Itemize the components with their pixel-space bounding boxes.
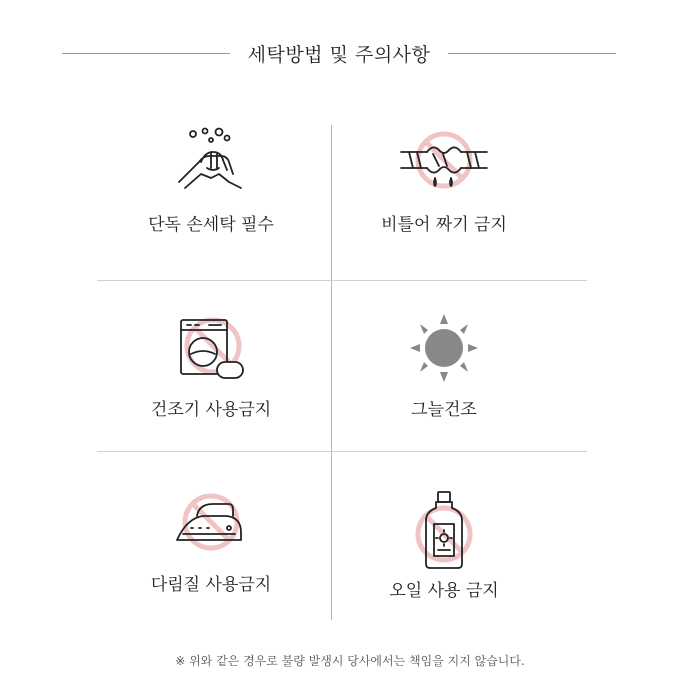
no-tumble-dryer-icon: [173, 312, 249, 388]
care-label-hand-wash: 단독 손세탁 필수: [148, 215, 274, 235]
care-item-no-wringing: [334, 118, 554, 278]
care-label-no-wringing: 비틀어 짜기 금지: [381, 215, 507, 235]
care-item-no-tumble-dryer: [101, 302, 321, 462]
shade-dry-sun-icon: [406, 312, 482, 388]
care-item-shade-dry: [334, 302, 554, 462]
care-label-no-oil: 오일 사용 금지: [389, 581, 499, 601]
care-item-no-ironing: [101, 474, 321, 634]
no-ironing-icon: [171, 488, 251, 560]
no-oil-icon: [412, 488, 476, 572]
care-item-no-oil: [334, 474, 554, 634]
care-label-no-ironing: 다림질 사용금지: [150, 575, 272, 595]
grid-vertical-divider: [331, 125, 332, 620]
section-title: 세탁방법 및 주의사항: [247, 44, 431, 66]
care-item-hand-wash: [101, 118, 321, 278]
no-wringing-icon: [399, 122, 489, 202]
title-divider-right: [448, 53, 616, 54]
disclaimer-footnote: ※ 위와 같은 경우로 불량 발생시 당사에서는 책임을 지지 않습니다.: [175, 654, 525, 668]
grid-horizontal-divider-1: [97, 280, 587, 281]
care-label-no-tumble-dryer: 건조기 사용금지: [150, 400, 272, 420]
section-title-row: [62, 38, 616, 68]
care-label-shade-dry: 그늘건조: [411, 400, 477, 420]
hand-wash-icon: [171, 122, 251, 202]
